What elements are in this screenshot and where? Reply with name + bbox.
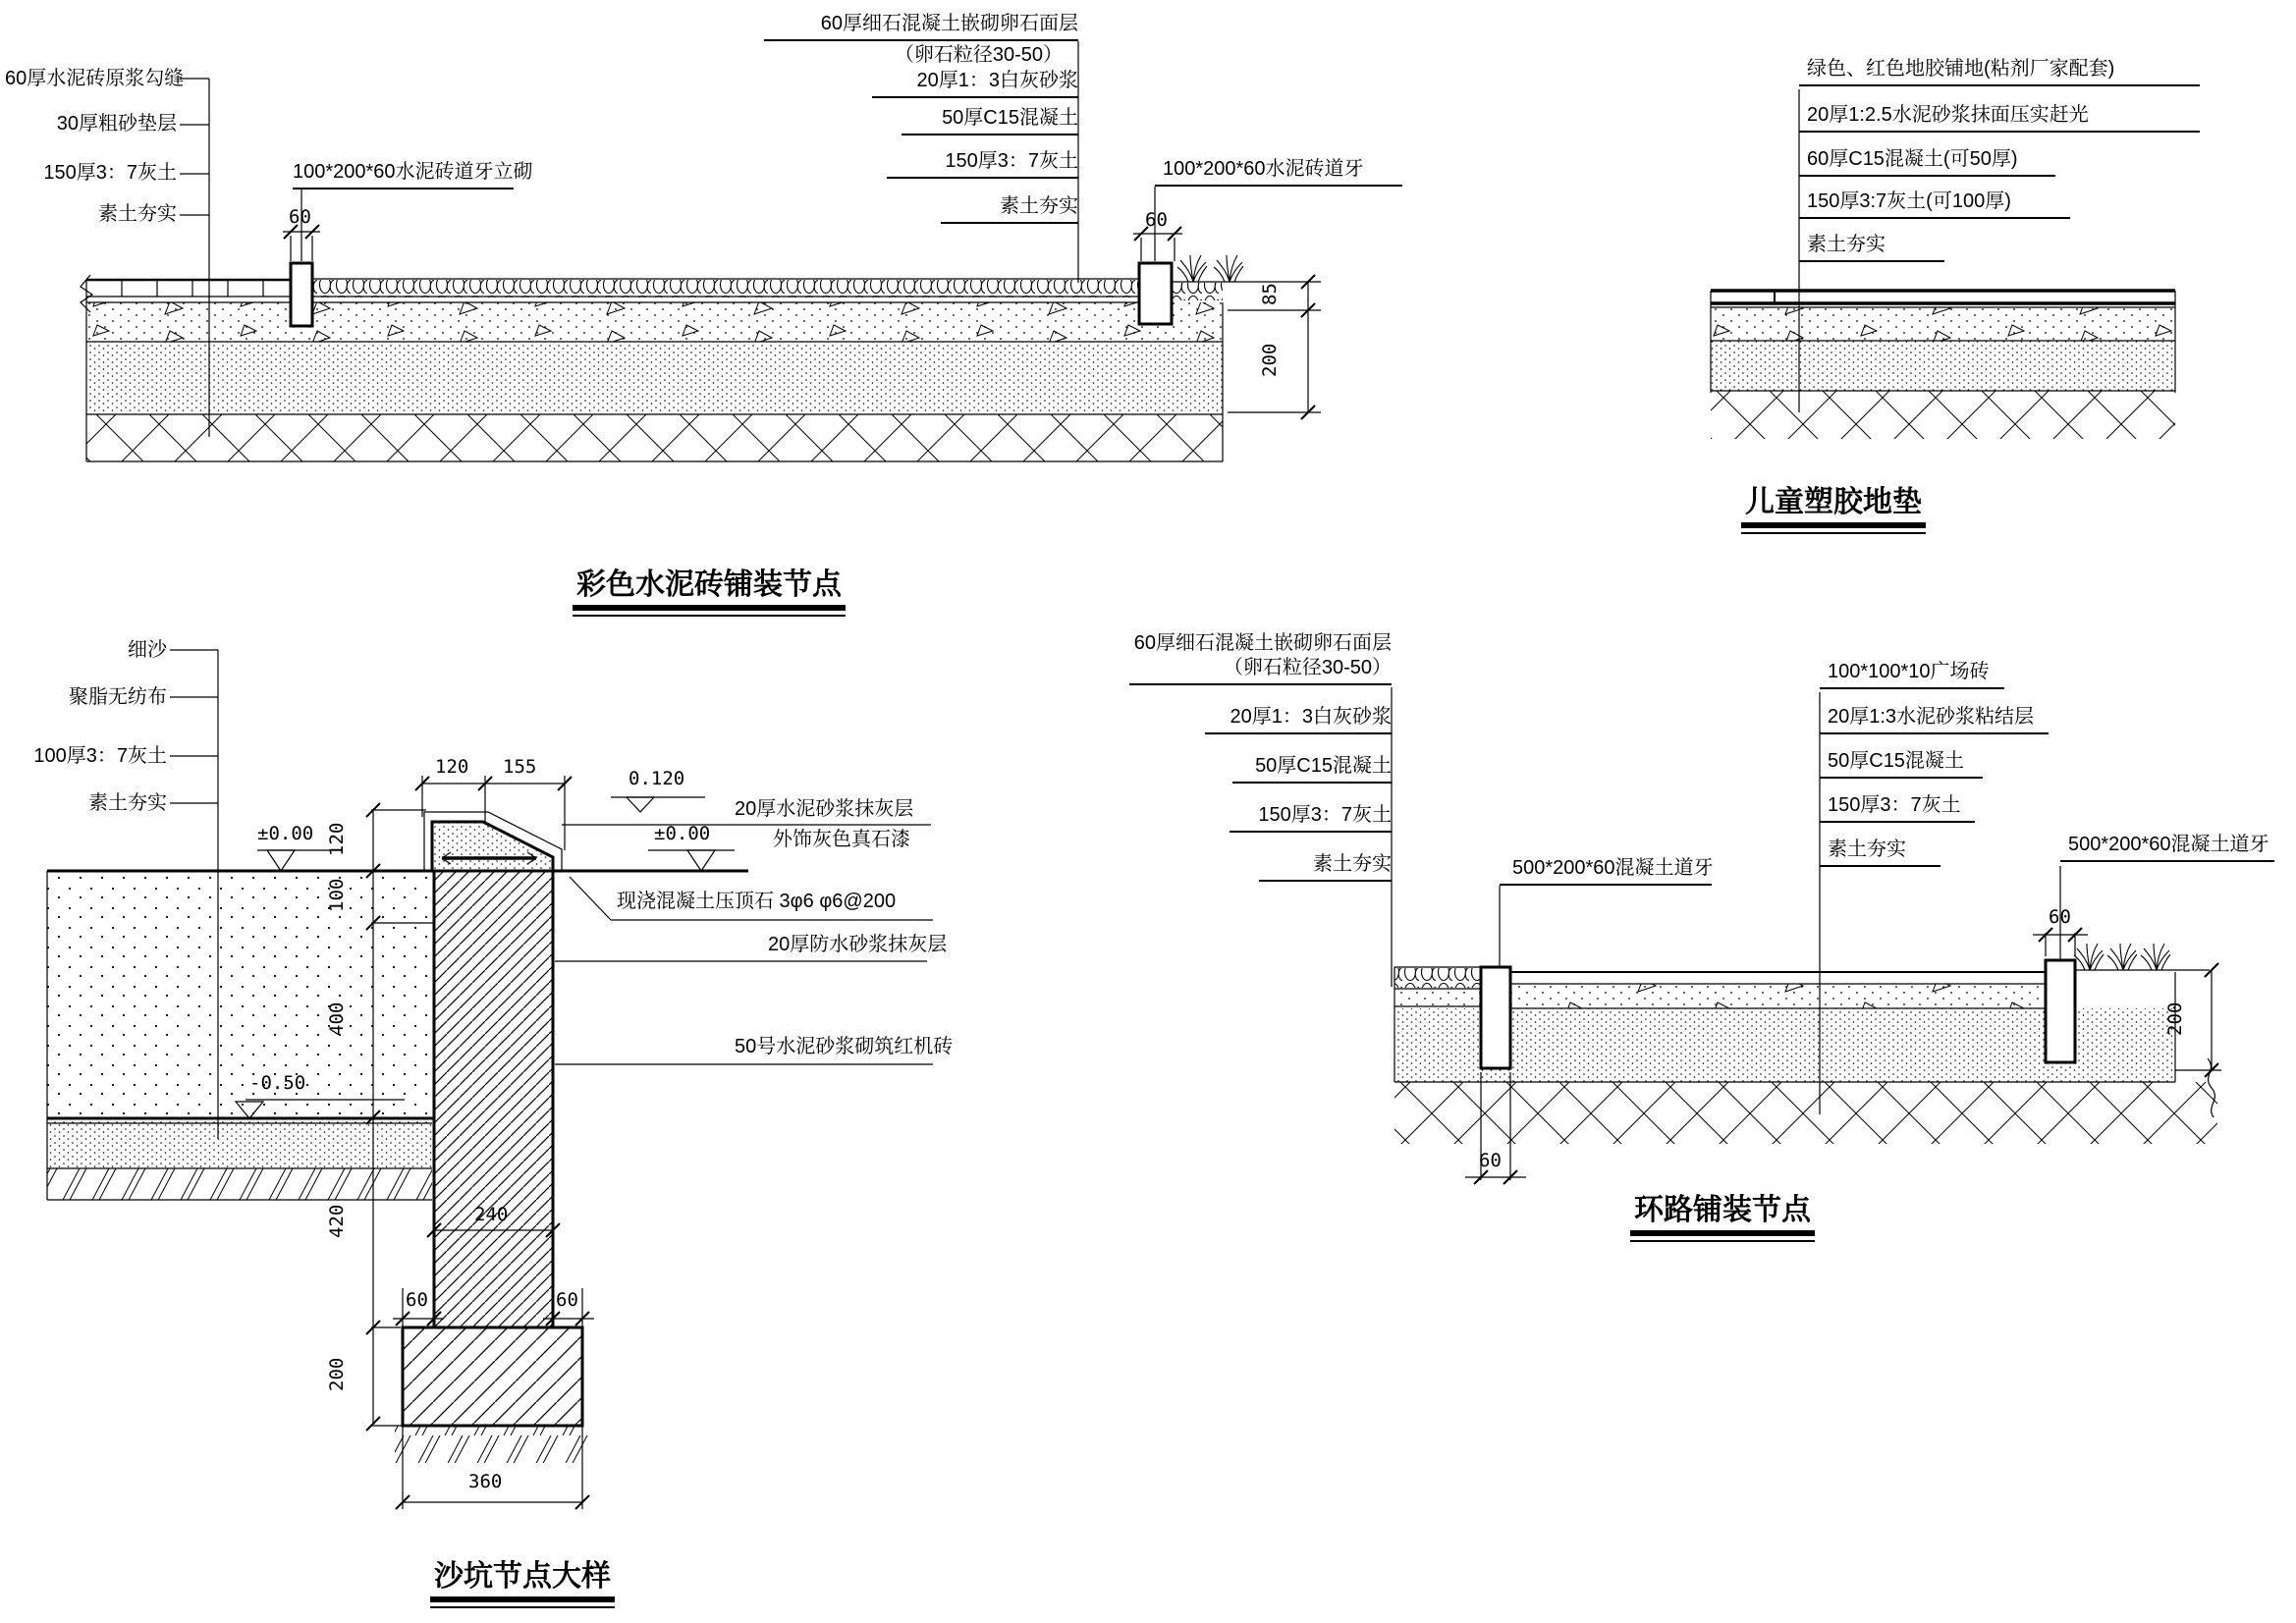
- d1-left-label: 150厚3：7灰土: [43, 162, 177, 184]
- dim-text: 200: [2164, 1001, 2186, 1036]
- d3-right-label: 20厚水泥砂浆抹灰层: [735, 798, 914, 820]
- dim-text: 60: [556, 1289, 578, 1311]
- dim-text: 200: [326, 1357, 348, 1391]
- d4-layer-label: （卵石粒径30-50）: [1129, 656, 1392, 685]
- level-text: -0.50: [249, 1072, 306, 1094]
- d2-layer-label: 60厚C15混凝土(可50厚): [1799, 147, 2055, 177]
- d1-right-curb-label: 100*200*60水泥砖道牙: [1155, 157, 1402, 187]
- d4-layer-label: 50厚C15混凝土: [1232, 754, 1392, 784]
- d2-compacted-soil-layer: [1711, 391, 2175, 439]
- d2-layer-label: 绿色、红色地胶铺地(粘剂厂家配套): [1799, 57, 2200, 86]
- d4-left-curb: [1481, 967, 1510, 1068]
- dim-text: 200: [1259, 343, 1281, 377]
- d2-rubber-mat: [1711, 291, 2175, 303]
- d4-layer-label: 20厚1:3水泥砂浆粘结层: [1820, 705, 2049, 734]
- d4-title: 环路铺装节点: [1630, 1193, 1815, 1228]
- d2-layer-label: 150厚3:7灰土(可100厚): [1799, 189, 2070, 219]
- detail-3-linework: [47, 650, 933, 1509]
- d3-left-label: 细沙: [128, 639, 167, 661]
- dim-text: 155: [503, 756, 537, 778]
- d3-title: 沙坑节点大样: [430, 1559, 615, 1595]
- d4-layer-label: 60厚细石混凝土嵌砌卵石面层: [1133, 632, 1392, 654]
- d4-right-curb-label: 500*200*60混凝土道牙: [2060, 833, 2274, 862]
- dim-text: 100: [326, 878, 348, 912]
- d2-layer-label: 素土夯实: [1799, 233, 1944, 262]
- level-text: ±0.00: [257, 823, 314, 844]
- d1-layer-label: 150厚3：7灰土: [887, 149, 1078, 179]
- dim-text: 240: [474, 1204, 509, 1225]
- d1-layer-label: 素土夯实: [941, 194, 1078, 224]
- d4-layer-label: 150厚3：7灰土: [1820, 793, 1975, 823]
- level-text: 0.120: [629, 768, 685, 789]
- d3-sand-fill: [47, 871, 432, 1118]
- d2-lime-soil-layer: [1711, 341, 2175, 391]
- d4-layer-label: 20厚1：3白灰砂浆: [1205, 705, 1392, 734]
- grass-icon: [2141, 944, 2170, 970]
- detail-4-linework: [1392, 687, 2221, 1184]
- d1-cobble-band: [312, 280, 1139, 298]
- grass-icon: [1177, 255, 1207, 282]
- d3-right-label: 外饰灰色真石漆: [773, 829, 910, 850]
- dim-text: 400: [326, 1001, 348, 1036]
- d1-right-curb: [1139, 263, 1172, 324]
- d1-layer-label: 20厚1：3白灰砂浆: [872, 69, 1078, 98]
- d3-left-label: 聚脂无纺布: [69, 686, 167, 708]
- d4-layer-label: 50厚C15混凝土: [1820, 749, 1983, 779]
- d3-compacted-soil-layer: [47, 1168, 432, 1200]
- d3-right-label: 20厚防水砂浆抹灰层: [768, 934, 948, 955]
- d1-layer-label: 60厚细石混凝土嵌砌卵石面层: [764, 12, 1078, 41]
- d4-layer-label: 素土夯实: [1259, 852, 1392, 882]
- d4-right-curb: [2046, 960, 2075, 1062]
- dim-text: 60: [289, 206, 311, 228]
- d1-lime-soil-layer: [86, 342, 1223, 414]
- detail-1-linework: [81, 41, 1321, 461]
- d1-left-label: 素土夯实: [98, 203, 177, 225]
- d3-brick-wall: [434, 871, 553, 1327]
- d4-left-curb-label: 500*200*60混凝土道牙: [1500, 856, 1712, 886]
- dim-text: 60: [1479, 1150, 1502, 1171]
- dim-text: 420: [326, 1204, 348, 1238]
- dim-text: 360: [468, 1471, 503, 1492]
- d4-compacted-soil-layer: [1394, 1082, 2217, 1144]
- d4-cobble-band: [1394, 968, 1481, 988]
- d3-right-label: 50号水泥砂浆砌筑红机砖: [735, 1036, 954, 1057]
- d3-left-label: 素土夯实: [88, 792, 167, 814]
- d2-layer-label: 20厚1:2.5水泥砂浆抹面压实赶光: [1799, 103, 2200, 133]
- dim-text: 85: [1259, 283, 1281, 305]
- d4-layer-label: 素土夯实: [1820, 838, 1941, 867]
- d3-lime-soil-layer: [47, 1118, 432, 1168]
- d1-left-label: 30厚粗砂垫层: [56, 113, 177, 135]
- level-text: ±0.00: [654, 823, 711, 844]
- d4-layer-label: 100*100*10广场砖: [1820, 660, 2004, 689]
- d1-left-curb: [291, 263, 312, 326]
- d3-right-label: 现浇混凝土压顶石 3φ6 φ6@200: [617, 891, 897, 912]
- d4-layer-label: 150厚3：7灰土: [1230, 803, 1392, 833]
- detail-2-linework: [1711, 89, 2175, 439]
- dim-text: 120: [326, 822, 348, 856]
- d1-left-label: 60厚水泥砖原浆勾缝: [5, 68, 185, 89]
- d1-layer-label: 50厚C15混凝土: [902, 106, 1078, 135]
- d3-left-label: 100厚3：7灰土: [33, 745, 167, 767]
- grass-icon: [2107, 944, 2137, 970]
- d1-left-curb-label: 100*200*60水泥砖道牙立砌: [293, 160, 514, 189]
- dim-text: 120: [435, 756, 469, 778]
- dim-text: 60: [1145, 209, 1168, 231]
- dim-text: 60: [406, 1289, 428, 1311]
- d2-title: 儿童塑胶地垫: [1741, 485, 1926, 520]
- d1-compacted-soil-layer: [86, 414, 1223, 461]
- d3-footing: [403, 1327, 582, 1426]
- grass-icon: [2074, 944, 2104, 970]
- d1-title: 彩色水泥砖铺装节点: [573, 568, 846, 603]
- grass-icon: [1214, 255, 1243, 282]
- dim-text: 60: [2049, 906, 2071, 928]
- d1-layer-label: （卵石粒径30-50）: [894, 44, 1063, 66]
